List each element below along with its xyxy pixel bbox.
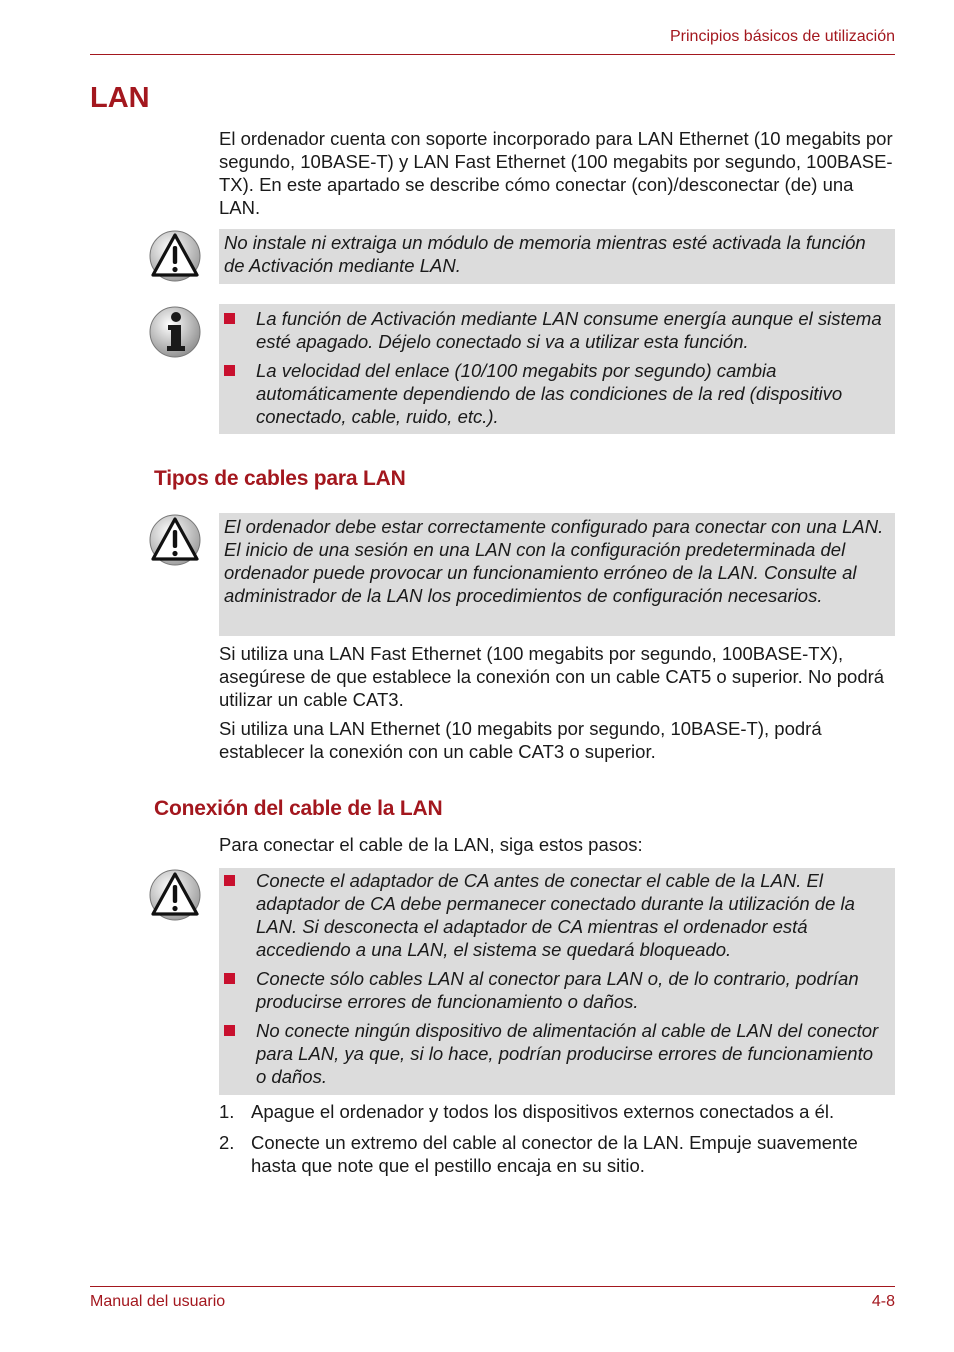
warning-triangle-icon	[148, 229, 202, 283]
bullet-square-icon	[224, 973, 235, 984]
caution-text: No instale ni extraiga un módulo de memoria mientras esté activada la función de Activación mediante LAN.	[224, 232, 866, 276]
header-rule	[90, 54, 895, 55]
list-item: No conecte ningún dispositivo de alimentación al cable de LAN del conector para LAN, ya que, si lo hace, podrían producirse errores de funcionamiento o daños.	[219, 1019, 887, 1088]
step-item: 2. Conecte un extremo del cable al conector de la LAN. Empuje suavemente hasta que note que el pestillo encaja en su sitio.	[219, 1132, 858, 1176]
cable-paragraph-fast-ethernet: Si utiliza una LAN Fast Ethernet (100 megabits por segundo, 100BASE-TX), asegúrese de que establece la conexión con un cable CAT5 o superior. No podrá utilizar un cable CAT3.	[219, 643, 885, 710]
cable-paragraph-ethernet: Si utiliza una LAN Ethernet (10 megabits por segundo, 10BASE-T), podrá establecer la conexión con un cable CAT3 o superior.	[219, 718, 822, 762]
steps-list	[219, 1100, 899, 1185]
list-item: La velocidad del enlace (10/100 megabits por segundo) cambia automáticamente dependiendo de las condiciones de la red (dispositivo conectado, cable, ruido, etc.).	[219, 359, 887, 428]
warning-triangle-icon	[148, 513, 202, 567]
footer-rule	[90, 1286, 895, 1287]
page-title: LAN	[90, 82, 150, 114]
section-heading-cable-connection: Conexión del cable de la LAN	[154, 797, 443, 820]
bullet-square-icon	[224, 1025, 235, 1036]
list-item: Conecte sólo cables LAN al conector para LAN o, de lo contrario, podrían producirse errores de funcionamiento o daños.	[219, 967, 887, 1013]
step-item: 1. Apague el ordenador y todos los dispositivos externos conectados a él.	[219, 1101, 835, 1122]
list-item: La función de Activación mediante LAN consume energía aunque el sistema esté apagado. Déjelo conectado si va a utilizar esta función.	[219, 307, 887, 353]
caution-note	[219, 229, 895, 284]
bullet-square-icon	[224, 365, 235, 376]
list-item: Conecte el adaptador de CA antes de conectar el cable de la LAN. El adaptador de CA debe permanecer conectado durante la utilización de la LAN. Si desconecta el adaptador de CA mientras el ordenador está accediendo a una LAN, el sistema se quedará bloqueado.	[219, 869, 887, 961]
caution-list	[219, 868, 895, 1088]
running-head: Principios básicos de utilización	[670, 28, 895, 45]
footer-manual-title: Manual del usuario	[90, 1293, 226, 1310]
warning-triangle-icon	[148, 868, 202, 922]
page-number: 4-8	[871, 1293, 895, 1310]
info-list	[219, 304, 895, 428]
info-note	[219, 304, 895, 434]
section-heading-cable-types: Tipos de cables para LAN	[154, 467, 406, 490]
bullet-square-icon	[224, 313, 235, 324]
caution-text: El ordenador debe estar correctamente configurado para conectar con una LAN. El inicio de una sesión en una LAN con la configuración predeterminada del ordenador puede provocar un funcionamiento erróneo de la LAN. Consulte al administrador de la LAN los procedimientos de configuración necesarios.	[224, 516, 884, 606]
caution-note	[219, 513, 895, 636]
intro-paragraph: El ordenador cuenta con soporte incorporado para LAN Ethernet (10 megabits por segundo, 10BASE-T) y LAN Fast Ethernet (100 megabits por segundo, 100BASE-TX). En este apartado se describe cómo conectar (con)/desconectar (de) una LAN.	[219, 128, 893, 218]
connection-intro: Para conectar el cable de la LAN, siga estos pasos:	[219, 834, 643, 855]
caution-note	[219, 868, 895, 1095]
bullet-square-icon	[224, 875, 235, 886]
info-icon	[148, 305, 202, 359]
